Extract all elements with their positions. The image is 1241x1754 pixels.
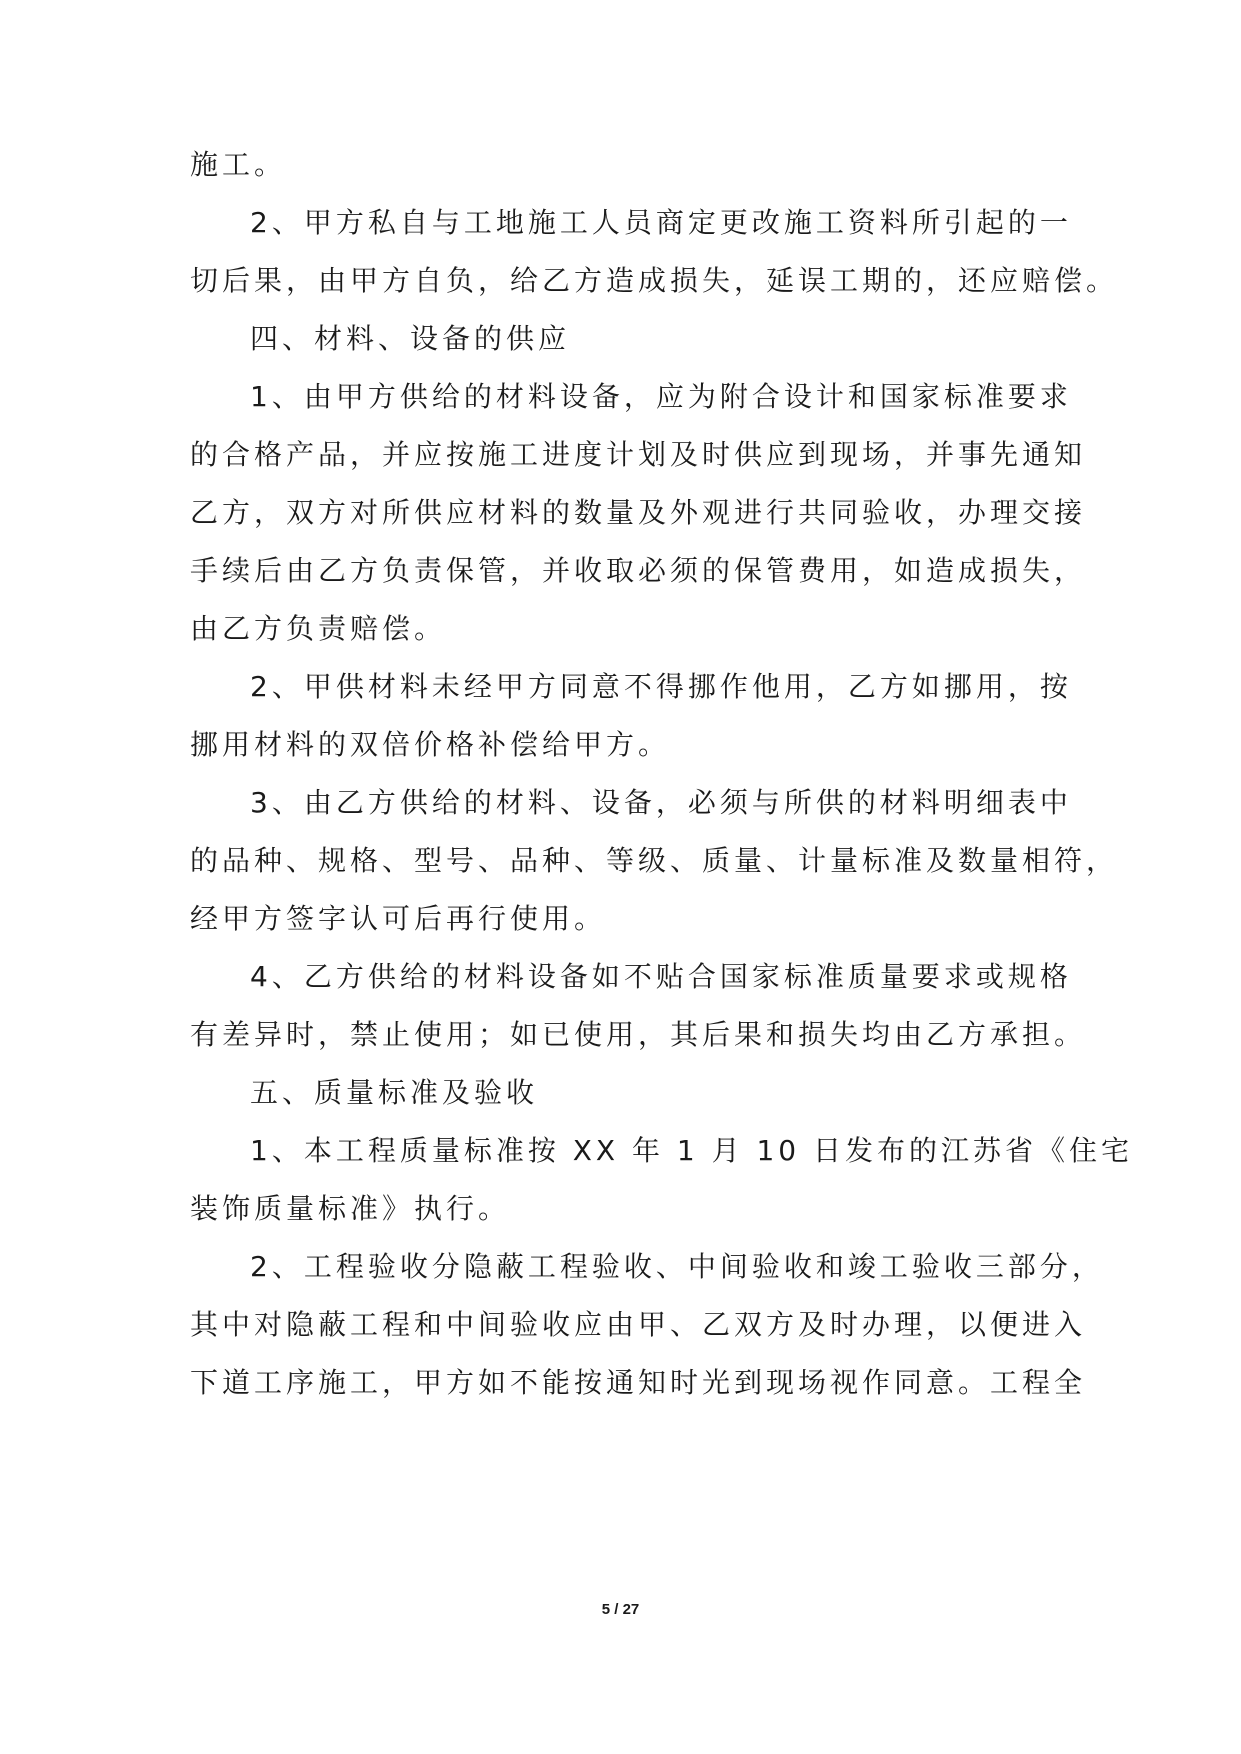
text-line: 有差异时，禁止使用；如已使用，其后果和损失均由乙方承担。 xyxy=(190,1018,1087,1051)
text-line: 2、甲方私自与工地施工人员商定更改施工资料所引起的一 xyxy=(250,206,1072,239)
text-line: 由乙方负责赔偿。 xyxy=(190,612,447,645)
page-number xyxy=(0,1601,1241,1619)
text-line: 施工。 xyxy=(190,148,287,181)
text-line: 手续后由乙方负责保管，并收取必须的保管费用，如造成损失， xyxy=(190,554,1087,587)
section-heading: 五、质量标准及验收 xyxy=(250,1076,539,1109)
page-number-label: 5 / 27 xyxy=(601,1601,640,1618)
text-line: 的品种、规格、型号、品种、等级、质量、计量标准及数量相符， xyxy=(190,844,1119,877)
text-line: 2、甲供材料未经甲方同意不得挪作他用，乙方如挪用，按 xyxy=(250,670,1072,703)
text-line: 经甲方签字认可后再行使用。 xyxy=(190,902,607,935)
text-line: 3、由乙方供给的材料、设备，必须与所供的材料明细表中 xyxy=(250,786,1072,819)
text-line: 1、本工程质量标准按 XX 年 1 月 10 日发布的江苏省《住宅 xyxy=(250,1134,1134,1167)
text-line: 切后果，由甲方自负，给乙方造成损失，延误工期的，还应赔偿。 xyxy=(190,264,1119,297)
section-heading: 四、材料、设备的供应 xyxy=(250,322,571,355)
text-line: 乙方，双方对所供应材料的数量及外观进行共同验收，办理交接 xyxy=(190,496,1087,529)
text-line: 的合格产品，并应按施工进度计划及时供应到现场，并事先通知 xyxy=(190,438,1087,471)
text-line: 4、乙方供给的材料设备如不贴合国家标准质量要求或规格 xyxy=(250,960,1072,993)
text-line: 装饰质量标准》执行。 xyxy=(190,1192,511,1225)
text-line: 其中对隐蔽工程和中间验收应由甲、乙双方及时办理，以便进入 xyxy=(190,1308,1087,1341)
text-line: 挪用材料的双倍价格补偿给甲方。 xyxy=(190,728,671,761)
text-line: 2、工程验收分隐蔽工程验收、中间验收和竣工验收三部分， xyxy=(250,1250,1104,1283)
text-line: 1、由甲方供给的材料设备，应为附合设计和国家标准要求 xyxy=(250,380,1072,413)
text-line: 下道工序施工，甲方如不能按通知时光到现场视作同意。工程全 xyxy=(190,1366,1087,1399)
